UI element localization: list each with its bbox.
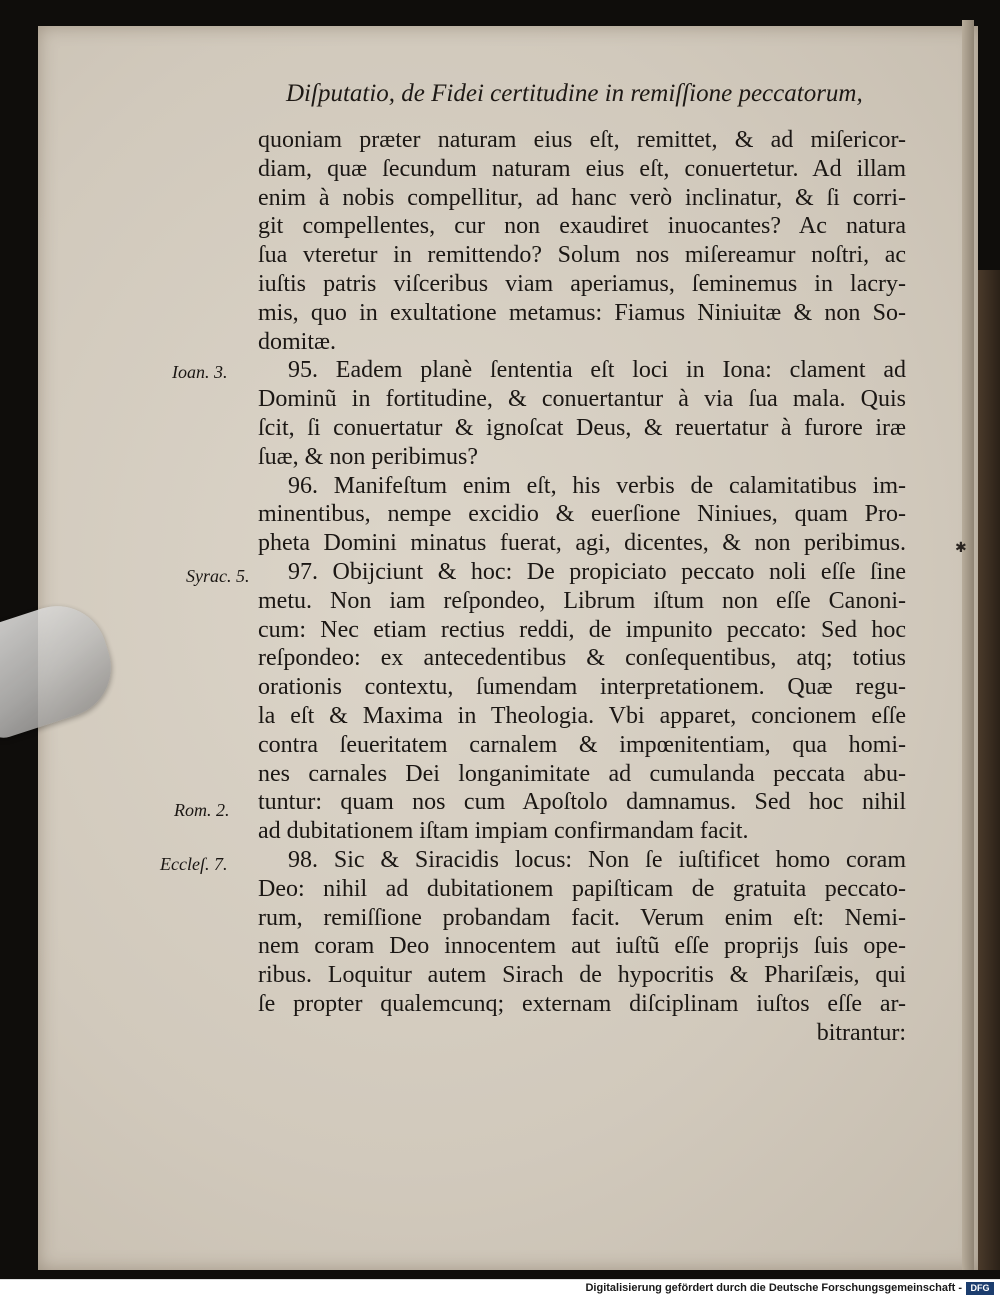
paragraph-98: 98. Sic & Siracidis locus: Non ſe iuſtificet homo coram [288,846,906,873]
text-line: diam, quæ ſecundum naturam eius eſt, conuertetur. Ad illam [258,155,906,182]
book-spine-edge [978,270,1000,1270]
text-line: contra ſeueritatem carnalem & impœnitentiam, qua homi- [258,731,906,758]
footer-bar [0,1279,1000,1298]
text-line: enim à nobis compellitur, ad hanc verò inclinatur, & ſi corri- [258,184,906,211]
text-line: rum, remiſſione probandam facit. Verum enim eſt: Nemi- [258,904,906,931]
text-line: Dominũ in fortitudine, & conuertantur à via ſua mala. Quis [258,386,906,413]
text-line: ſcit, ſi conuertatur & ignoſcat Deus, & reuertatur à furore iræ [258,414,906,441]
paragraph-96: 96. Manifeſtum enim eſt, his verbis de calamitatibus im- [288,472,906,499]
text-line: orationis contextu, ſumendam interpretationem. Quæ regu- [258,674,906,701]
paragraph-97: 97. Obijciunt & hoc: De propiciato peccato noli eſſe ſine [288,558,906,585]
margin-note-ioan: Ioan. 3. [172,362,228,382]
text-line: iuſtis patris viſceribus viam aperiamus, ſeminemus in lacry- [258,270,906,297]
dfg-logo: DFG [966,1282,994,1295]
text-line: tuntur: quam nos cum Apoſtolo damnamus. Sed hoc nihil [258,789,906,816]
margin-note-eccles: Eccleſ. 7. [160,854,228,874]
funding-credit: Digitalisierung gefördert durch die Deutsche Forschungsgemeinschaft - [585,1282,962,1294]
text-line: ribus. Loquitur autem Sirach de hypocritis & Phariſæis, qui [258,962,906,989]
margin-note-syrac: Syrac. 5. [186,566,250,586]
text-line: domitæ. [258,328,337,355]
text-line: nes carnales Dei longanimitate ad cumulanda peccata abu- [258,760,906,787]
margin-note-rom: Rom. 2. [174,800,230,820]
body-text [258,126,906,1048]
catchword: bitrantur: [816,1019,906,1046]
text-line: ſuæ, & non peribimus? [258,443,478,470]
text-line: ſe propter qualemcunq; externam diſciplinam iuſtos eſſe ar- [258,990,906,1017]
text-line: pheta Domini minatus fuerat, agi, dicentes, & non peribimus. [258,530,906,557]
running-title: Diſputatio, de Fidei certitudine in remiſſione peccatorum, [286,80,863,107]
text-line: quoniam præter naturam eius eſt, remittet, & ad miſericor- [258,127,906,153]
text-line: ſua vteretur in remittendo? Solum nos miſereamur noſtri, ac [258,242,906,269]
text-line: git compellentes, cur non exaudiret inuocantes? Ac natura [258,213,906,240]
text-line: ad dubitationem iſtam impiam confirmandam facit. [258,818,749,845]
paragraph-95: 95. Eadem planè ſententia eſt loci in Iona: clament ad [288,357,906,384]
text-line: reſpondeo: ex antecedentibus & conſequentibus, atq; totius [258,645,906,672]
margin-mark: ✱ [955,541,967,556]
text-line: nem coram Deo innocentem aut iuſtũ eſſe proprijs ſuis ope- [258,933,906,960]
text-line: la eſt & Maxima in Theologia. Vbi apparet, concionem eſſe [258,702,906,729]
text-line: minentibus, nempe excidio & euerſione Niniues, quam Pro- [258,501,906,528]
text-line: mis, quo in exultatione metamus: Fiamus Niniuitæ & non So- [258,299,906,326]
page-edge [962,20,974,1270]
text-line: cum: Nec etiam rectius reddi, de impunito peccato: Sed hoc [258,616,906,643]
text-line: metu. Non iam reſpondeo, Librum iſtum non eſſe Canoni- [258,587,906,614]
text-line: Deo: nihil ad dubitationem papiſticam de gratuita peccato- [258,875,906,902]
